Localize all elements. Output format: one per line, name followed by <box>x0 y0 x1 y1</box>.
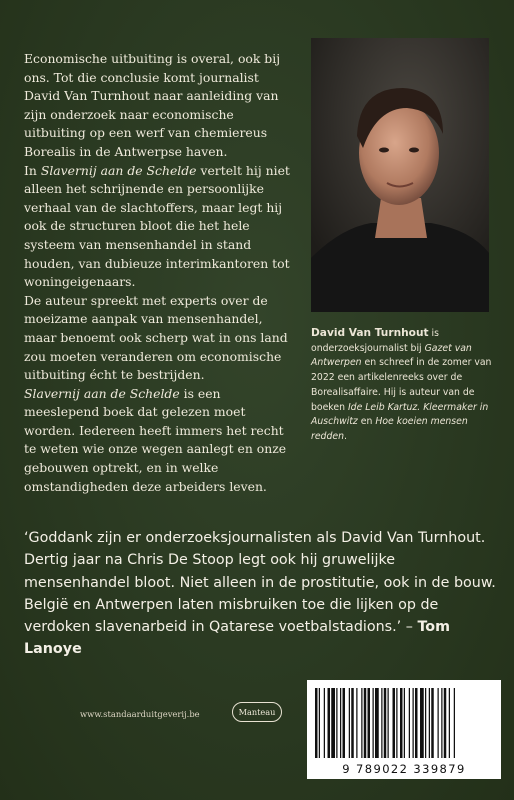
blurb-paragraph-3: De auteur spreekt met experts over de moeizame aanpak van mensenhandel, maar benoemt ook scherp wat in ons land zou moeten veranderen om economische uitbuiting écht te bestrijden. <box>24 292 288 383</box>
barcode-bar <box>449 688 450 758</box>
author-name: David Van Turnhout <box>311 327 429 339</box>
barcode-bar <box>351 688 354 758</box>
barcode-bar <box>336 688 337 758</box>
publisher-logo <box>232 702 282 722</box>
barcode-bar <box>381 688 382 758</box>
barcode-bar <box>454 688 455 758</box>
barcode-bar <box>396 688 397 758</box>
author-photo <box>311 38 489 312</box>
blurb-paragraph-4 <box>24 385 296 497</box>
barcode-bar <box>375 688 379 758</box>
barcode-bar <box>331 688 335 758</box>
barcode-bar <box>400 688 403 758</box>
blurb-paragraph-1: Economische uitbuiting is overal, ook bij ons. Tot die conclusie komt journalist David Van Turnhout naar aanleiding van zijn onderzoek naar economische uitbuiting op een werf van chemiereus Borealis in de Antwerpse haven. <box>24 51 281 159</box>
publisher-logo-text: Manteau <box>238 707 276 717</box>
barcode-bar <box>361 688 362 758</box>
barcode-bar <box>384 688 387 758</box>
book-title: Slavernij aan de Schelde <box>24 385 180 401</box>
barcode-bar <box>429 688 430 758</box>
barcode-bar <box>368 688 371 758</box>
blurb-p2-text: vertelt hij niet alleen het schrijnende en persoonlijke verhaal van de slachtoffers, maar legt hij ook de structuren bloot die het hele systeem van mensenhandel in stand houden, van dubieuze interimkantoren tot woningeigenaars. <box>24 162 290 290</box>
barcode-bar <box>356 688 357 758</box>
blurb-p4-text: is een meeslepend boek dat gelezen moet worden. Iedereen heeft immers het recht te weten wie onze wegen aanlegt en onze gebouwen optrekt, en in welke omstandigheden deze arbeiders leven. <box>24 385 287 494</box>
barcode-bars <box>307 680 501 762</box>
barcode-bar <box>319 688 320 758</box>
blurb-p2-prefix: In <box>24 162 41 178</box>
bio-text: . <box>343 430 347 442</box>
barcode-bar <box>425 688 426 758</box>
bio-text: is onderzoeksjournalist bij <box>311 328 439 354</box>
barcode-bar <box>324 688 325 758</box>
author-portrait-illustration <box>311 38 489 312</box>
author-bio <box>311 326 501 445</box>
quote-author: Tom Lanoye <box>24 619 451 658</box>
book-title-2: Hoe koeien mensen redden <box>311 416 468 442</box>
barcode-bar <box>431 688 434 758</box>
book-title: Slavernij aan de Schelde <box>40 162 197 178</box>
barcode-bar <box>315 688 318 758</box>
isbn-barcode <box>307 680 501 779</box>
quote-text: ‘Goddank zijn er onderzoeksjournalisten als David Van Turnhout. Dertig jaar na Chris De Stoop legt ook hij gruwelijke mensenhandel bloot. Niet alleen in de prostitutie, ook in de bouw. België en Antwerpen laten misbruiken toe die lijken op de verdoken slavenarbeid in Qatarese voetbalstadions.’ – <box>24 530 496 636</box>
barcode-bar <box>420 688 424 758</box>
barcode-bar <box>349 688 350 758</box>
barcode-bar <box>441 688 442 758</box>
barcode-bar <box>438 688 439 758</box>
barcode-bar <box>393 688 396 758</box>
barcode-bar <box>373 688 374 758</box>
bio-text: en schreef in de zomer van 2022 een artikelenreeks over de Borealisaffaire. Hij is auteur van de boeken <box>311 357 492 413</box>
isbn-number: 9 789022 339879 <box>342 762 466 776</box>
back-cover-blurb <box>24 50 296 496</box>
barcode-bar <box>409 688 410 758</box>
barcode-bar <box>444 688 447 758</box>
blurb-paragraph-2 <box>24 162 296 292</box>
publisher-website: www.standaarduitgeverij.be <box>80 709 200 719</box>
barcode-bar <box>340 688 341 758</box>
barcode-bar <box>328 688 331 758</box>
newspaper-name: Gazet van Antwerpen <box>311 342 472 369</box>
review-quote <box>24 527 500 661</box>
barcode-bar <box>404 688 405 758</box>
bio-text: en <box>357 416 376 428</box>
barcode-bar <box>415 688 418 758</box>
barcode-bar <box>364 688 367 758</box>
barcode-bar <box>343 688 346 758</box>
barcode-bar <box>388 688 389 758</box>
barcode-bar <box>413 688 414 758</box>
book-title-1: Ide Leib Kartuz. Kleermaker in Auschwitz <box>311 401 489 428</box>
